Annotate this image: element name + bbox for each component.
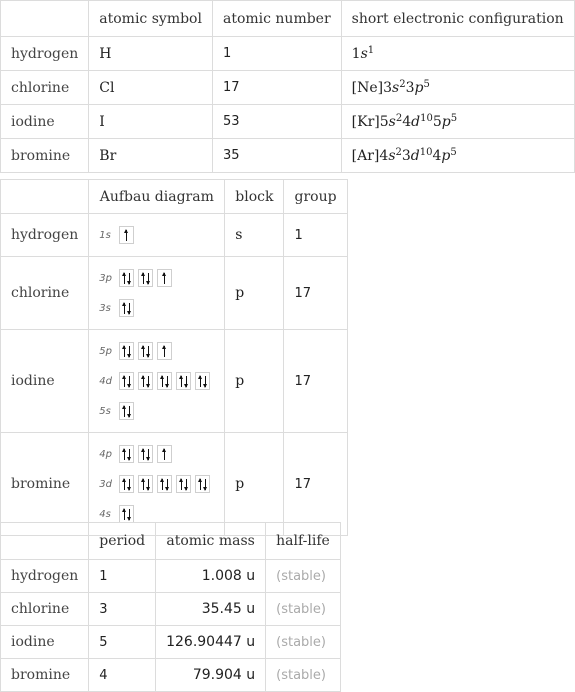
config-cell: $1s^1$ [341,37,574,71]
orbital-box [138,269,153,287]
orbital-box [138,475,153,493]
orbital-label: 4p [99,448,112,460]
aufbau-diagram [89,330,225,433]
spin-up-arrow-icon [181,376,182,387]
atomic-number-cell: 1 [212,37,341,71]
col-header-block: block [225,180,284,214]
orbital-box [119,445,134,463]
row-label: bromine [1,433,89,536]
spin-up-arrow-icon [162,376,163,387]
atomic-number-cell: 35 [212,139,341,173]
spin-down-arrow-icon [129,509,130,520]
spin-up-arrow-icon [124,273,125,284]
spin-down-arrow-icon [129,449,130,460]
row-label: chlorine [1,257,89,330]
orbital-label: 1s [99,229,111,241]
spin-up-arrow-icon [200,479,201,490]
table-row [1,105,575,139]
orbital-level [99,439,214,469]
aufbau-diagram [89,214,225,257]
spin-up-arrow-icon [124,509,125,520]
row-label: hydrogen [1,37,89,71]
spin-up-arrow-icon [124,376,125,387]
orbital-box [119,505,134,523]
orbital-box [176,372,191,390]
spin-down-arrow-icon [205,376,206,387]
atomic-mass-cell: 35.45 u [156,593,266,626]
spin-up-arrow-icon [143,479,144,490]
half-life-cell: (stable) [266,659,341,692]
table-row [1,71,575,105]
spin-up-arrow-icon [143,346,144,357]
orbital-box [119,299,134,317]
orbital-level [99,263,214,293]
group-cell: 17 [284,330,347,433]
table-row [1,214,348,257]
row-label: iodine [1,626,89,659]
orbital-level [99,366,214,396]
atomic-mass-cell: 1.008 u [156,560,266,593]
spin-down-arrow-icon [186,479,187,490]
orbital-box [157,269,172,287]
period-cell: 1 [89,560,156,593]
atomic-number-cell: 53 [212,105,341,139]
spin-down-arrow-icon [129,376,130,387]
spin-up-arrow-icon [126,230,127,241]
col-header-atomic-symbol: atomic symbol [89,1,213,37]
row-label: iodine [1,330,89,433]
spin-up-arrow-icon [164,346,165,357]
spin-down-arrow-icon [148,273,149,284]
group-cell: 17 [284,257,347,330]
half-life-cell: (stable) [266,560,341,593]
orbital-box [157,445,172,463]
spin-up-arrow-icon [162,479,163,490]
orbital-box [176,475,191,493]
half-life-cell: (stable) [266,593,341,626]
spin-down-arrow-icon [205,479,206,490]
atomic-mass-cell: 126.90447 u [156,626,266,659]
orbital-label: 3s [99,302,111,314]
table-header-row [1,180,348,214]
table-row [1,330,348,433]
spin-up-arrow-icon [124,449,125,460]
aufbau-table [0,179,348,536]
spin-up-arrow-icon [124,406,125,417]
spin-down-arrow-icon [129,303,130,314]
col-header-period: period [89,523,156,560]
spin-up-arrow-icon [200,376,201,387]
aufbau-diagram [89,257,225,330]
spin-up-arrow-icon [143,449,144,460]
table-row [1,433,348,536]
spin-down-arrow-icon [186,376,187,387]
table-row [1,560,341,593]
group-cell: 1 [284,214,347,257]
table-row [1,257,348,330]
aufbau-diagram [89,433,225,536]
spin-up-arrow-icon [124,346,125,357]
config-cell: $[Ne]3s^23p^5$ [341,71,574,105]
orbital-box [195,475,210,493]
table-row [1,37,575,71]
corner-cell [1,1,89,37]
spin-down-arrow-icon [129,479,130,490]
col-header-aufbau: Aufbau diagram [89,180,225,214]
orbital-box [138,372,153,390]
spin-down-arrow-icon [148,376,149,387]
spin-down-arrow-icon [129,406,130,417]
atomic-symbol-cell: I [89,105,213,139]
config-cell: $[Ar]4s^23d^{10}4p^5$ [341,139,574,173]
table-row [1,593,341,626]
spin-up-arrow-icon [124,303,125,314]
config-cell: $[Kr]5s^24d^{10}5p^5$ [341,105,574,139]
row-label: bromine [1,659,89,692]
orbital-box [119,269,134,287]
orbital-box [119,475,134,493]
spin-up-arrow-icon [181,479,182,490]
row-label: chlorine [1,71,89,105]
row-label: iodine [1,105,89,139]
orbital-box [138,445,153,463]
spin-down-arrow-icon [148,479,149,490]
corner-cell [1,523,89,560]
col-header-atomic-number: atomic number [212,1,341,37]
orbital-level [99,469,214,499]
orbital-label: 3p [99,272,112,284]
spin-down-arrow-icon [167,376,168,387]
spin-up-arrow-icon [143,376,144,387]
col-header-short-config: short electronic configuration [341,1,574,37]
table-row [1,139,575,173]
spin-down-arrow-icon [167,479,168,490]
orbital-box [157,475,172,493]
group-cell: 17 [284,433,347,536]
table-header-row [1,523,341,560]
orbital-label: 5p [99,345,112,357]
block-cell: p [225,433,284,536]
atomic-mass-cell: 79.904 u [156,659,266,692]
orbital-label: 5s [99,405,111,417]
row-label: chlorine [1,593,89,626]
period-cell: 4 [89,659,156,692]
orbital-box [119,372,134,390]
atomic-symbol-cell: Cl [89,71,213,105]
corner-cell [1,180,89,214]
spin-up-arrow-icon [143,273,144,284]
orbital-label: 4d [99,375,112,387]
col-header-atomic-mass: atomic mass [156,523,266,560]
spin-up-arrow-icon [124,479,125,490]
table-row [1,659,341,692]
block-cell: s [225,214,284,257]
orbital-box [119,402,134,420]
orbital-box [138,342,153,360]
orbital-level [99,220,214,250]
spin-down-arrow-icon [129,346,130,357]
block-cell: p [225,257,284,330]
spin-down-arrow-icon [148,449,149,460]
orbital-box [119,226,134,244]
orbital-box [195,372,210,390]
row-label: hydrogen [1,214,89,257]
block-cell: p [225,330,284,433]
spin-up-arrow-icon [164,273,165,284]
atomic-symbol-cell: Br [89,139,213,173]
col-header-half-life: half-life [266,523,341,560]
period-cell: 5 [89,626,156,659]
properties-table [0,522,341,692]
spin-up-arrow-icon [164,449,165,460]
orbital-label: 3d [99,478,112,490]
orbital-box [157,372,172,390]
spin-down-arrow-icon [148,346,149,357]
orbital-box [119,342,134,360]
table-row [1,626,341,659]
atomic-number-cell: 17 [212,71,341,105]
row-label: bromine [1,139,89,173]
orbital-level [99,293,214,323]
spin-down-arrow-icon [129,273,130,284]
col-header-group: group [284,180,347,214]
electron-config-table [0,0,575,173]
table-header-row [1,1,575,37]
period-cell: 3 [89,593,156,626]
half-life-cell: (stable) [266,626,341,659]
orbital-level [99,336,214,366]
row-label: hydrogen [1,560,89,593]
orbital-box [157,342,172,360]
orbital-label: 4s [99,508,111,520]
orbital-level [99,396,214,426]
atomic-symbol-cell: H [89,37,213,71]
